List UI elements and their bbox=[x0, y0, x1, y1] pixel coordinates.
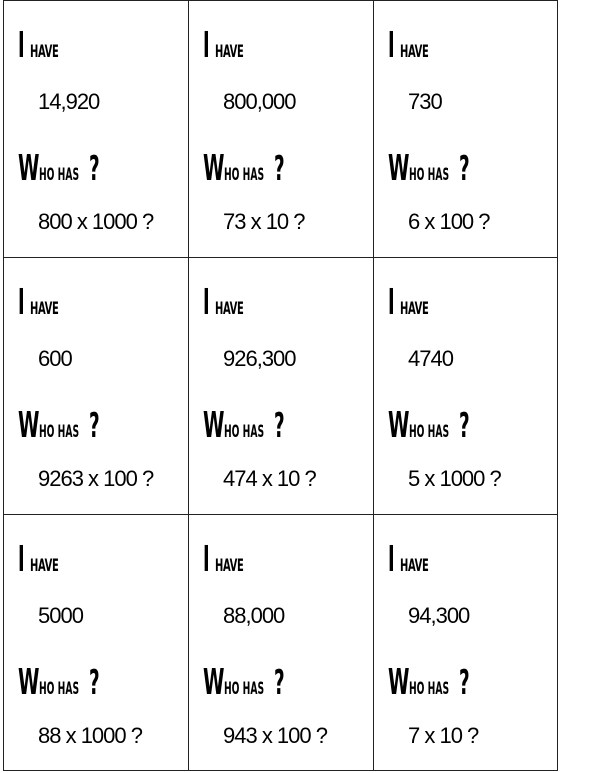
i-have-heading bbox=[203, 25, 259, 66]
have-value: 800,000 bbox=[223, 89, 296, 114]
who-has-heading bbox=[388, 405, 477, 446]
i-have-big-letter: I bbox=[18, 25, 25, 66]
who-has-heading bbox=[203, 405, 292, 446]
i-have-big-letter: I bbox=[203, 539, 210, 580]
i-have-small-text: HAVE bbox=[400, 42, 429, 62]
i-have-heading bbox=[203, 282, 259, 323]
i-have-big-letter: I bbox=[388, 25, 395, 66]
game-card bbox=[189, 258, 374, 515]
who-has-big-letter: W bbox=[203, 662, 225, 703]
question-text: 7 x 10 ? bbox=[408, 723, 479, 748]
who-has-question-mark: ? bbox=[459, 406, 470, 446]
who-has-question-mark: ? bbox=[274, 406, 285, 446]
who-has-big-letter: W bbox=[388, 405, 410, 446]
i-have-heading bbox=[203, 539, 259, 580]
i-have-big-letter: I bbox=[388, 539, 395, 580]
who-has-big-letter: W bbox=[203, 148, 225, 189]
who-has-heading bbox=[388, 662, 477, 703]
i-have-small-text: HAVE bbox=[30, 299, 59, 319]
have-value: 600 bbox=[38, 346, 72, 371]
who-has-question-mark: ? bbox=[89, 149, 100, 189]
who-has-big-letter: W bbox=[18, 405, 40, 446]
question-text: 73 x 10 ? bbox=[223, 209, 305, 234]
game-card bbox=[189, 1, 374, 258]
i-have-heading bbox=[18, 25, 74, 66]
i-have-small-text: HAVE bbox=[215, 556, 244, 576]
have-value: 5000 bbox=[38, 603, 83, 628]
i-have-big-letter: I bbox=[203, 25, 210, 66]
game-card bbox=[374, 515, 557, 770]
game-card bbox=[4, 258, 189, 515]
who-has-big-letter: W bbox=[18, 148, 40, 189]
who-has-question-mark: ? bbox=[89, 406, 100, 446]
game-card bbox=[374, 258, 557, 515]
who-has-question-mark: ? bbox=[274, 663, 285, 703]
question-text: 6 x 100 ? bbox=[408, 209, 490, 234]
have-value: 94,300 bbox=[408, 603, 470, 628]
i-have-heading bbox=[388, 539, 444, 580]
i-have-heading bbox=[18, 539, 74, 580]
who-has-question-mark: ? bbox=[274, 149, 285, 189]
have-value: 88,000 bbox=[223, 603, 285, 628]
who-has-heading bbox=[18, 662, 107, 703]
have-value: 4740 bbox=[408, 346, 453, 371]
i-have-big-letter: I bbox=[203, 282, 210, 323]
i-have-heading bbox=[388, 25, 444, 66]
question-text: 9263 x 100 ? bbox=[38, 466, 154, 491]
who-has-heading bbox=[18, 148, 107, 189]
who-has-heading bbox=[388, 148, 477, 189]
game-card bbox=[4, 1, 189, 258]
who-has-heading bbox=[18, 405, 107, 446]
i-have-small-text: HAVE bbox=[400, 556, 429, 576]
i-have-small-text: HAVE bbox=[215, 299, 244, 319]
question-text: 474 x 10 ? bbox=[223, 466, 316, 491]
who-has-question-mark: ? bbox=[459, 663, 470, 703]
who-has-small-text: HO HAS bbox=[39, 422, 80, 442]
who-has-small-text: HO HAS bbox=[224, 679, 265, 699]
who-has-big-letter: W bbox=[388, 662, 410, 703]
i-have-small-text: HAVE bbox=[215, 42, 244, 62]
who-has-small-text: HO HAS bbox=[409, 679, 450, 699]
question-text: 5 x 1000 ? bbox=[408, 466, 501, 491]
i-have-small-text: HAVE bbox=[400, 299, 429, 319]
who-has-big-letter: W bbox=[203, 405, 225, 446]
who-has-small-text: HO HAS bbox=[224, 422, 265, 442]
i-have-small-text: HAVE bbox=[30, 42, 59, 62]
who-has-small-text: HO HAS bbox=[39, 679, 80, 699]
have-value: 14,920 bbox=[38, 89, 100, 114]
who-has-small-text: HO HAS bbox=[409, 422, 450, 442]
who-has-small-text: HO HAS bbox=[409, 165, 450, 185]
have-value: 926,300 bbox=[223, 346, 296, 371]
game-card bbox=[4, 515, 189, 770]
i-have-heading bbox=[388, 282, 444, 323]
who-has-small-text: HO HAS bbox=[224, 165, 265, 185]
game-card bbox=[189, 515, 374, 770]
who-has-question-mark: ? bbox=[459, 149, 470, 189]
i-have-heading bbox=[18, 282, 74, 323]
game-card bbox=[374, 1, 557, 258]
i-have-big-letter: I bbox=[18, 539, 25, 580]
who-has-big-letter: W bbox=[18, 662, 40, 703]
who-has-question-mark: ? bbox=[89, 663, 100, 703]
who-has-small-text: HO HAS bbox=[39, 165, 80, 185]
have-value: 730 bbox=[408, 89, 442, 114]
i-have-small-text: HAVE bbox=[30, 556, 59, 576]
question-text: 800 x 1000 ? bbox=[38, 209, 154, 234]
who-has-big-letter: W bbox=[388, 148, 410, 189]
question-text: 943 x 100 ? bbox=[223, 723, 327, 748]
who-has-heading bbox=[203, 662, 292, 703]
i-have-big-letter: I bbox=[388, 282, 395, 323]
who-has-heading bbox=[203, 148, 292, 189]
i-have-big-letter: I bbox=[18, 282, 25, 323]
card-grid bbox=[3, 0, 558, 771]
question-text: 88 x 1000 ? bbox=[38, 723, 142, 748]
